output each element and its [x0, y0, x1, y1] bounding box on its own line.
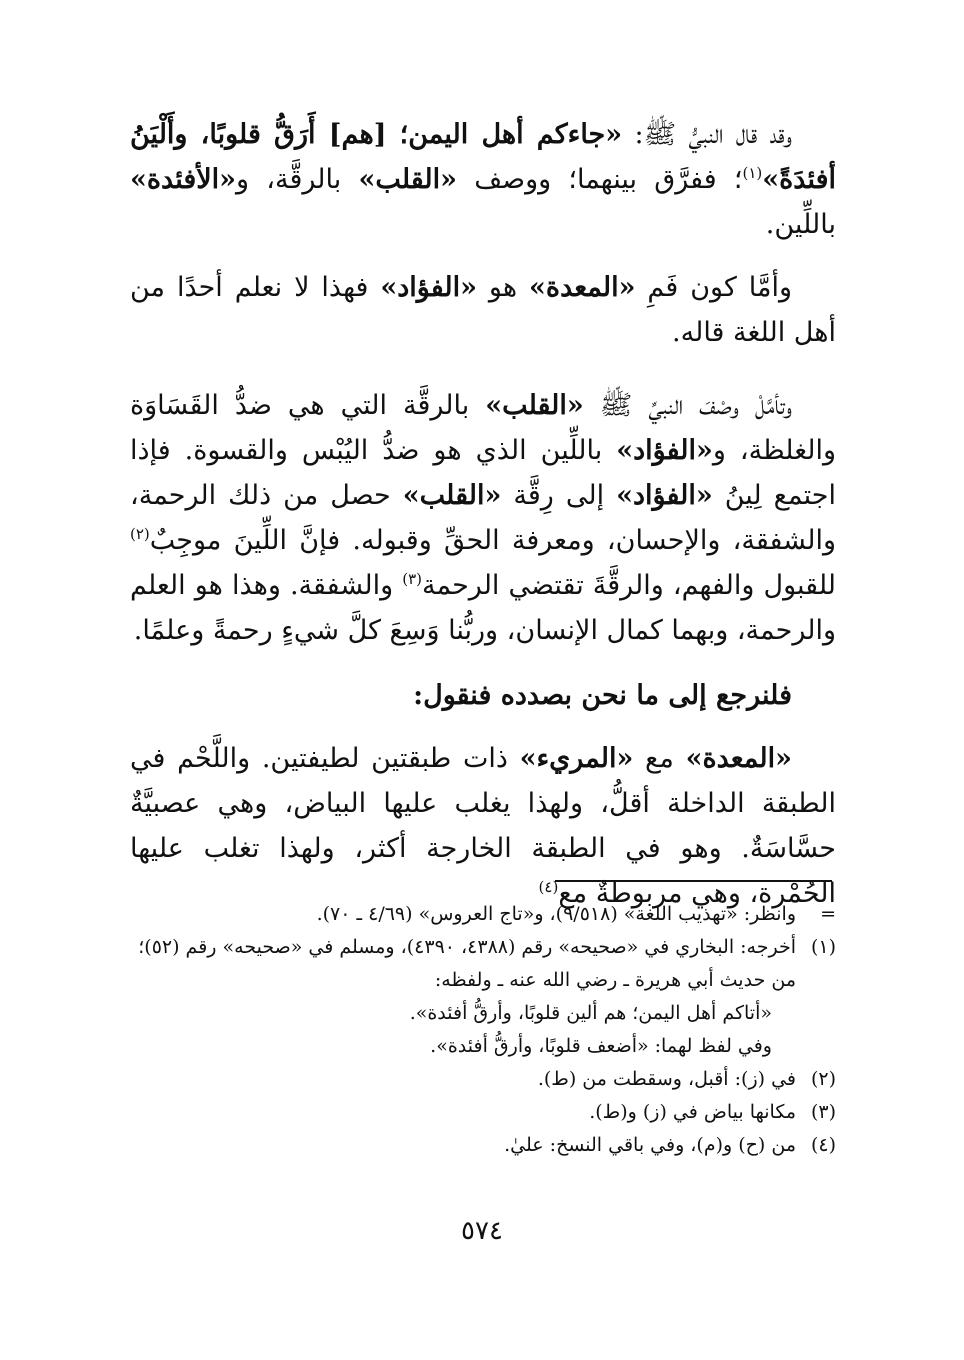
footnote-ref-1[interactable]: (١) [742, 164, 763, 182]
main-text [130, 112, 836, 934]
footnotes [130, 898, 836, 1162]
footnote-number: (٢) [810, 1068, 836, 1090]
continuation-marker: = [820, 903, 836, 925]
paragraph-3: وتأمَّلْ وصْفَ النبيِّ ﷺ «القلب» بالرقَّة التي هي ضدُّ القَسَاوَة والغلظة، و«الفؤاد» باللِّين الذي هو ضدُّ اليُبْس والقسوة. فإذا اجتمع لِينُ «الفؤاد» إلى رِقَّة «القلب» حصل من ذلك الرحمة، والشفقة، والإحسان، ومعرفة الحقِّ وقبوله. فإنَّ اللِّينَ موجِبٌ$^{(٢)}$ للقبول والفهم، والرقَّةَ تقتضي الرحمة$^{(٣)}$ والشفقة. وهذا هو العلم والرحمة، وبهما كمال الإنسان، وربُّنا وَسِعَ كلَّ شيءٍ رحمةً وعلمًا. [130, 390, 836, 646]
footnote-3: (٣) مكانها بياض في (ز) و(ط). [130, 1096, 836, 1129]
footnote-2: (٢) في (ز): أقبل، وسقطت من (ط). [130, 1063, 836, 1096]
footnote-continuation: = وانظر: «تهذيب اللغة» (٩/٥١٨)، و«تاج العروس» (٤/٦٩ ـ ٧٠). [130, 898, 836, 931]
hadith-quote: «جاءكم أهل اليمن؛ [هم] أَرَقُّ قلوبًا، وأَلْيَنُ أفئدَةً» [130, 119, 836, 195]
page-number: ٥٧٤ [461, 1216, 503, 1246]
footnote-number: (١) [810, 936, 836, 958]
section-heading: فلنرجع إلى ما نحن بصدده فنقول: [413, 680, 792, 711]
footnote-1: (١) أخرجه: البخاري في «صحيحه» رقم (٤٣٨٨، ٤٣٩٠)، ومسلم في «صحيحه» رقم (٥٢)؛ من حديث أبي هريرة ـ رضي الله عنه ـ ولفظه: «أتاكم أهل اليمن؛ هم ألين قلوبًا، وأرقُّ أفئدة». وفي لفظ لهما: «أضعف قلوبًا، وأرقُّ أفئدة». [130, 931, 836, 1063]
paragraph-5: «المعدة» مع «المريء» ذات طبقتين لطيفتين. واللَّحْم في الطبقة الداخلة أقلُّ، ولهذا يغلب عليها البياض، وهي عصبيَّةٌ حسَّاسَةٌ. وهو في الطبقة الخارجة أكثر، ولهذا تغلب عليها الحُمْرة، وهي مربوطةٌ مع$^{(٤)}$ [130, 743, 836, 909]
footnote-ref-2[interactable]: (٢) [130, 525, 150, 543]
paragraph-1: وقد قال النبيُّ ﷺ: «جاءكم أهل اليمن؛ [هم] أَرَقُّ قلوبًا، وأَلْيَنُ أفئدَةً»$^{(١)}$؛ ففرَّق بينهما؛ ووصف «القلب» بالرقَّة، و«الأفئدة» باللِّين. [130, 119, 836, 240]
paragraph-2: وأمَّا كون فَمِ «المعدة» هو «الفؤاد» فهذا لا نعلم أحدًا من أهل اللغة قاله. [130, 272, 836, 348]
footnote-number: (٣) [810, 1101, 836, 1123]
footnote-number: (٤) [810, 1134, 836, 1156]
footnote-ref-4[interactable]: (٤) [538, 878, 559, 896]
footnote-ref-3[interactable]: (٣) [402, 570, 423, 588]
footnote-4: (٤) من (ح) و(م)، وفي باقي النسخ: عليٰ. [130, 1129, 836, 1162]
footnote-divider [555, 880, 832, 882]
